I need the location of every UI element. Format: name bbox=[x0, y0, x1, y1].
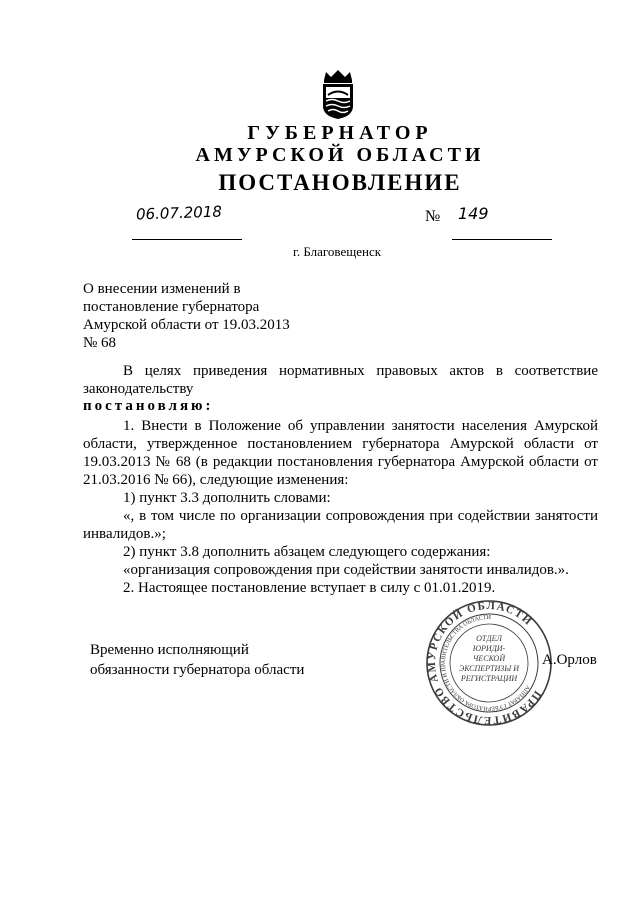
document-type-title: ПОСТАНОВЛЕНИЕ bbox=[218, 170, 462, 195]
header-title-governor: ГУБЕРНАТОР bbox=[247, 122, 433, 144]
city-name: г. Благовещенск bbox=[292, 244, 382, 259]
preamble-line: законодательству bbox=[83, 381, 194, 397]
preamble-line: В целях приведения нормативных правовых актов в соответствие bbox=[123, 363, 598, 379]
subject-line: № 68 bbox=[83, 335, 117, 351]
body-line: «, в том числе по организации сопровождения при содействии занятости bbox=[123, 508, 598, 524]
stamp-center-line: ЭКСПЕРТИЗЫ И bbox=[458, 664, 520, 673]
body-line: 1) пункт 3.3 дополнить словами: bbox=[123, 490, 331, 506]
signatory-name: А.Орлов bbox=[542, 652, 597, 668]
number-underline bbox=[452, 221, 552, 240]
body-line: 1. Внести в Положение об управлении занятости населения Амурской bbox=[123, 418, 598, 434]
subject-line: постановление губернатора bbox=[83, 299, 260, 315]
body-line: 21.03.2016 № 66), следующие изменения: bbox=[83, 472, 349, 488]
body-line: «организация сопровождения при содействии занятости инвалидов.». bbox=[123, 562, 569, 578]
signatory-position-line: обязанности губернатора области bbox=[90, 662, 305, 678]
coat-of-arms-emblem bbox=[318, 68, 358, 120]
document-date: 06.07.2018 bbox=[135, 202, 223, 224]
preamble-paragraph bbox=[83, 362, 598, 398]
header-title-region: АМУРСКОЙ ОБЛАСТИ bbox=[195, 144, 485, 166]
stamp-center-line: РЕГИСТРАЦИИ bbox=[460, 674, 518, 683]
document-number: 149 bbox=[458, 204, 489, 223]
official-stamp bbox=[424, 598, 554, 728]
document-subject bbox=[83, 280, 290, 352]
signatory-position bbox=[90, 640, 304, 680]
stamp-inner-ring-text: АППАРАТ ГУБЕРНАТОРА ОБЛАСТИ И ПРАВИТЕЛЬСТВА ОБЛАСТИ bbox=[440, 614, 531, 712]
body-line: 19.03.2013 № 68 (в редакции постановления губернатора Амурской области от bbox=[83, 454, 598, 470]
stamp-center-line: ЧЕСКОЙ bbox=[472, 654, 506, 663]
number-label: № bbox=[425, 208, 441, 225]
resolve-word: постановляю: bbox=[83, 398, 214, 414]
stamp-center-line: ЮРИДИ- bbox=[472, 644, 506, 653]
body-line: 2) пункт 3.8 дополнить абзацем следующего содержания: bbox=[123, 544, 491, 560]
body-line: области, утвержденное постановлением губернатора Амурской области от bbox=[83, 436, 598, 452]
resolution-body bbox=[83, 417, 598, 597]
subject-line: Амурской области от 19.03.2013 bbox=[83, 317, 290, 333]
subject-line: О внесении изменений в bbox=[83, 281, 241, 297]
stamp-center-line: ОТДЕЛ bbox=[476, 634, 502, 643]
body-line: 2. Настоящее постановление вступает в силу с 01.01.2019. bbox=[123, 580, 496, 596]
date-underline bbox=[132, 221, 242, 240]
signatory-position-line: Временно исполняющий bbox=[90, 642, 249, 658]
body-line: инвалидов.»; bbox=[83, 526, 166, 542]
stamp-outer-text: ПРАВИТЕЛЬСТВО АМУРСКОЙ ОБЛАСТИ bbox=[425, 599, 544, 727]
